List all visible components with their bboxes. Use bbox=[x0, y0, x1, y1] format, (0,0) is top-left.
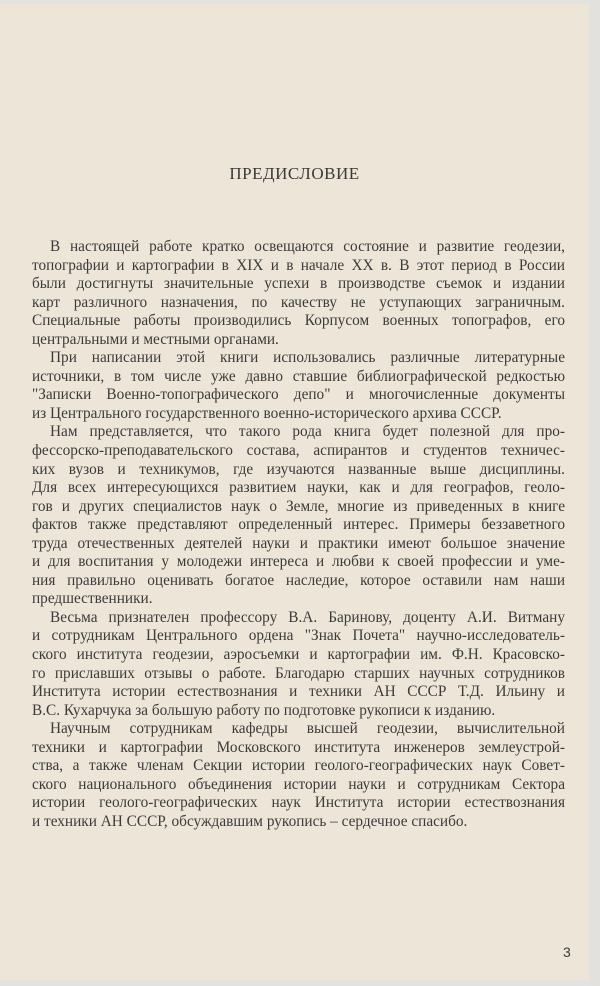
text-line: В.С. Кухарчука за большую работу по подготовке рукописи к изданию. bbox=[32, 701, 496, 719]
paragraph bbox=[32, 238, 565, 349]
text-line: и сотрудникам Центрального ордена "Знак Почета" научно-исследователь- bbox=[32, 627, 565, 645]
preface-body bbox=[32, 238, 565, 832]
text-line: техники и картографии Московского института инженеров землеустрой- bbox=[32, 738, 565, 756]
text-line: ского института геодезии, аэросъемки и картографии им. Ф.Н. Красовско- bbox=[32, 646, 565, 664]
text-line: "Записки Военно-топографического депо" и многочисленные документы bbox=[32, 386, 565, 404]
text-line: топографии и картографии в XIX и в начале XX в. В этот период в России bbox=[32, 256, 565, 274]
text-line: были достигнуты значительные успехи в производстве съемок и издании bbox=[32, 275, 565, 293]
text-line: Весьма признателен профессору В.А. Баринову, доценту А.И. Витману bbox=[50, 608, 565, 626]
text-line: и техники АН СССР, обсуждавшим рукопись – сердечное спасибо. bbox=[32, 812, 468, 830]
text-line: Для всех интересующихся развитием науки, как и для географов, геоло- bbox=[32, 479, 565, 497]
paragraph bbox=[32, 423, 565, 608]
text-line: истории геолого-географических наук Института истории естествознания bbox=[32, 794, 565, 812]
paragraph bbox=[32, 609, 565, 720]
text-line: ния правильно оценивать богатое наследие, которое оставили нам наши bbox=[32, 571, 565, 589]
text-line: предшественники. bbox=[32, 590, 153, 608]
text-line: источники, в том числе уже давно ставшие библиографической редкостью bbox=[32, 367, 565, 385]
text-line: гов и других специалистов наук о Земле, многие из приведенных в книге bbox=[32, 497, 565, 515]
text-line: и для воспитания у молодежи интереса и любви к своей профессии и уме- bbox=[32, 553, 565, 571]
text-line: карт различного назначения, по качеству не уступающих заграничным. bbox=[32, 293, 565, 311]
text-line: фессорско-преподавательского состава, аспирантов и студентов техничес- bbox=[32, 442, 565, 460]
text-line: труда отечественных деятелей науки и практики имеют большое значение bbox=[32, 534, 565, 552]
text-line: В настоящей работе кратко освещаются состояние и развитие геодезии, bbox=[50, 238, 565, 255]
text-line: ства, а также членам Секции истории геолого-географических наук Совет- bbox=[32, 757, 565, 775]
text-line: фактов также представляют определенный интерес. Примеры беззаветного bbox=[32, 516, 565, 534]
book-page bbox=[0, 4, 589, 980]
paragraph bbox=[32, 720, 565, 831]
page-number: 3 bbox=[563, 944, 571, 960]
text-line: ского национального объединения истории науки и сотрудникам Сектора bbox=[32, 775, 565, 793]
text-line: При написании этой книги использовались различные литературные bbox=[50, 349, 565, 367]
page-title: ПРЕДИСЛОВИЕ bbox=[229, 164, 360, 183]
scan-edge bbox=[589, 0, 600, 986]
text-line: го приславших отзывы о работе. Благодарю старших научных сотрудников bbox=[32, 664, 565, 682]
text-line: из Центрального государственного военно-исторического архива СССР. bbox=[32, 404, 502, 422]
text-line: Нам представляется, что такого рода книга будет полезной для про- bbox=[50, 423, 565, 441]
text-line: Научным сотрудникам кафедры высшей геодезии, вычислительной bbox=[50, 720, 565, 738]
text-line: ких вузов и техникумов, где изучаются названные выше дисциплины. bbox=[32, 460, 565, 478]
text-line: Института истории естествознания и техники АН СССР Т.Д. Ильину и bbox=[32, 683, 565, 701]
paragraph bbox=[32, 349, 565, 423]
text-line: Специальные работы производились Корпусом военных топографов, его bbox=[32, 312, 565, 330]
text-line: центральными и местными органами. bbox=[32, 330, 279, 348]
